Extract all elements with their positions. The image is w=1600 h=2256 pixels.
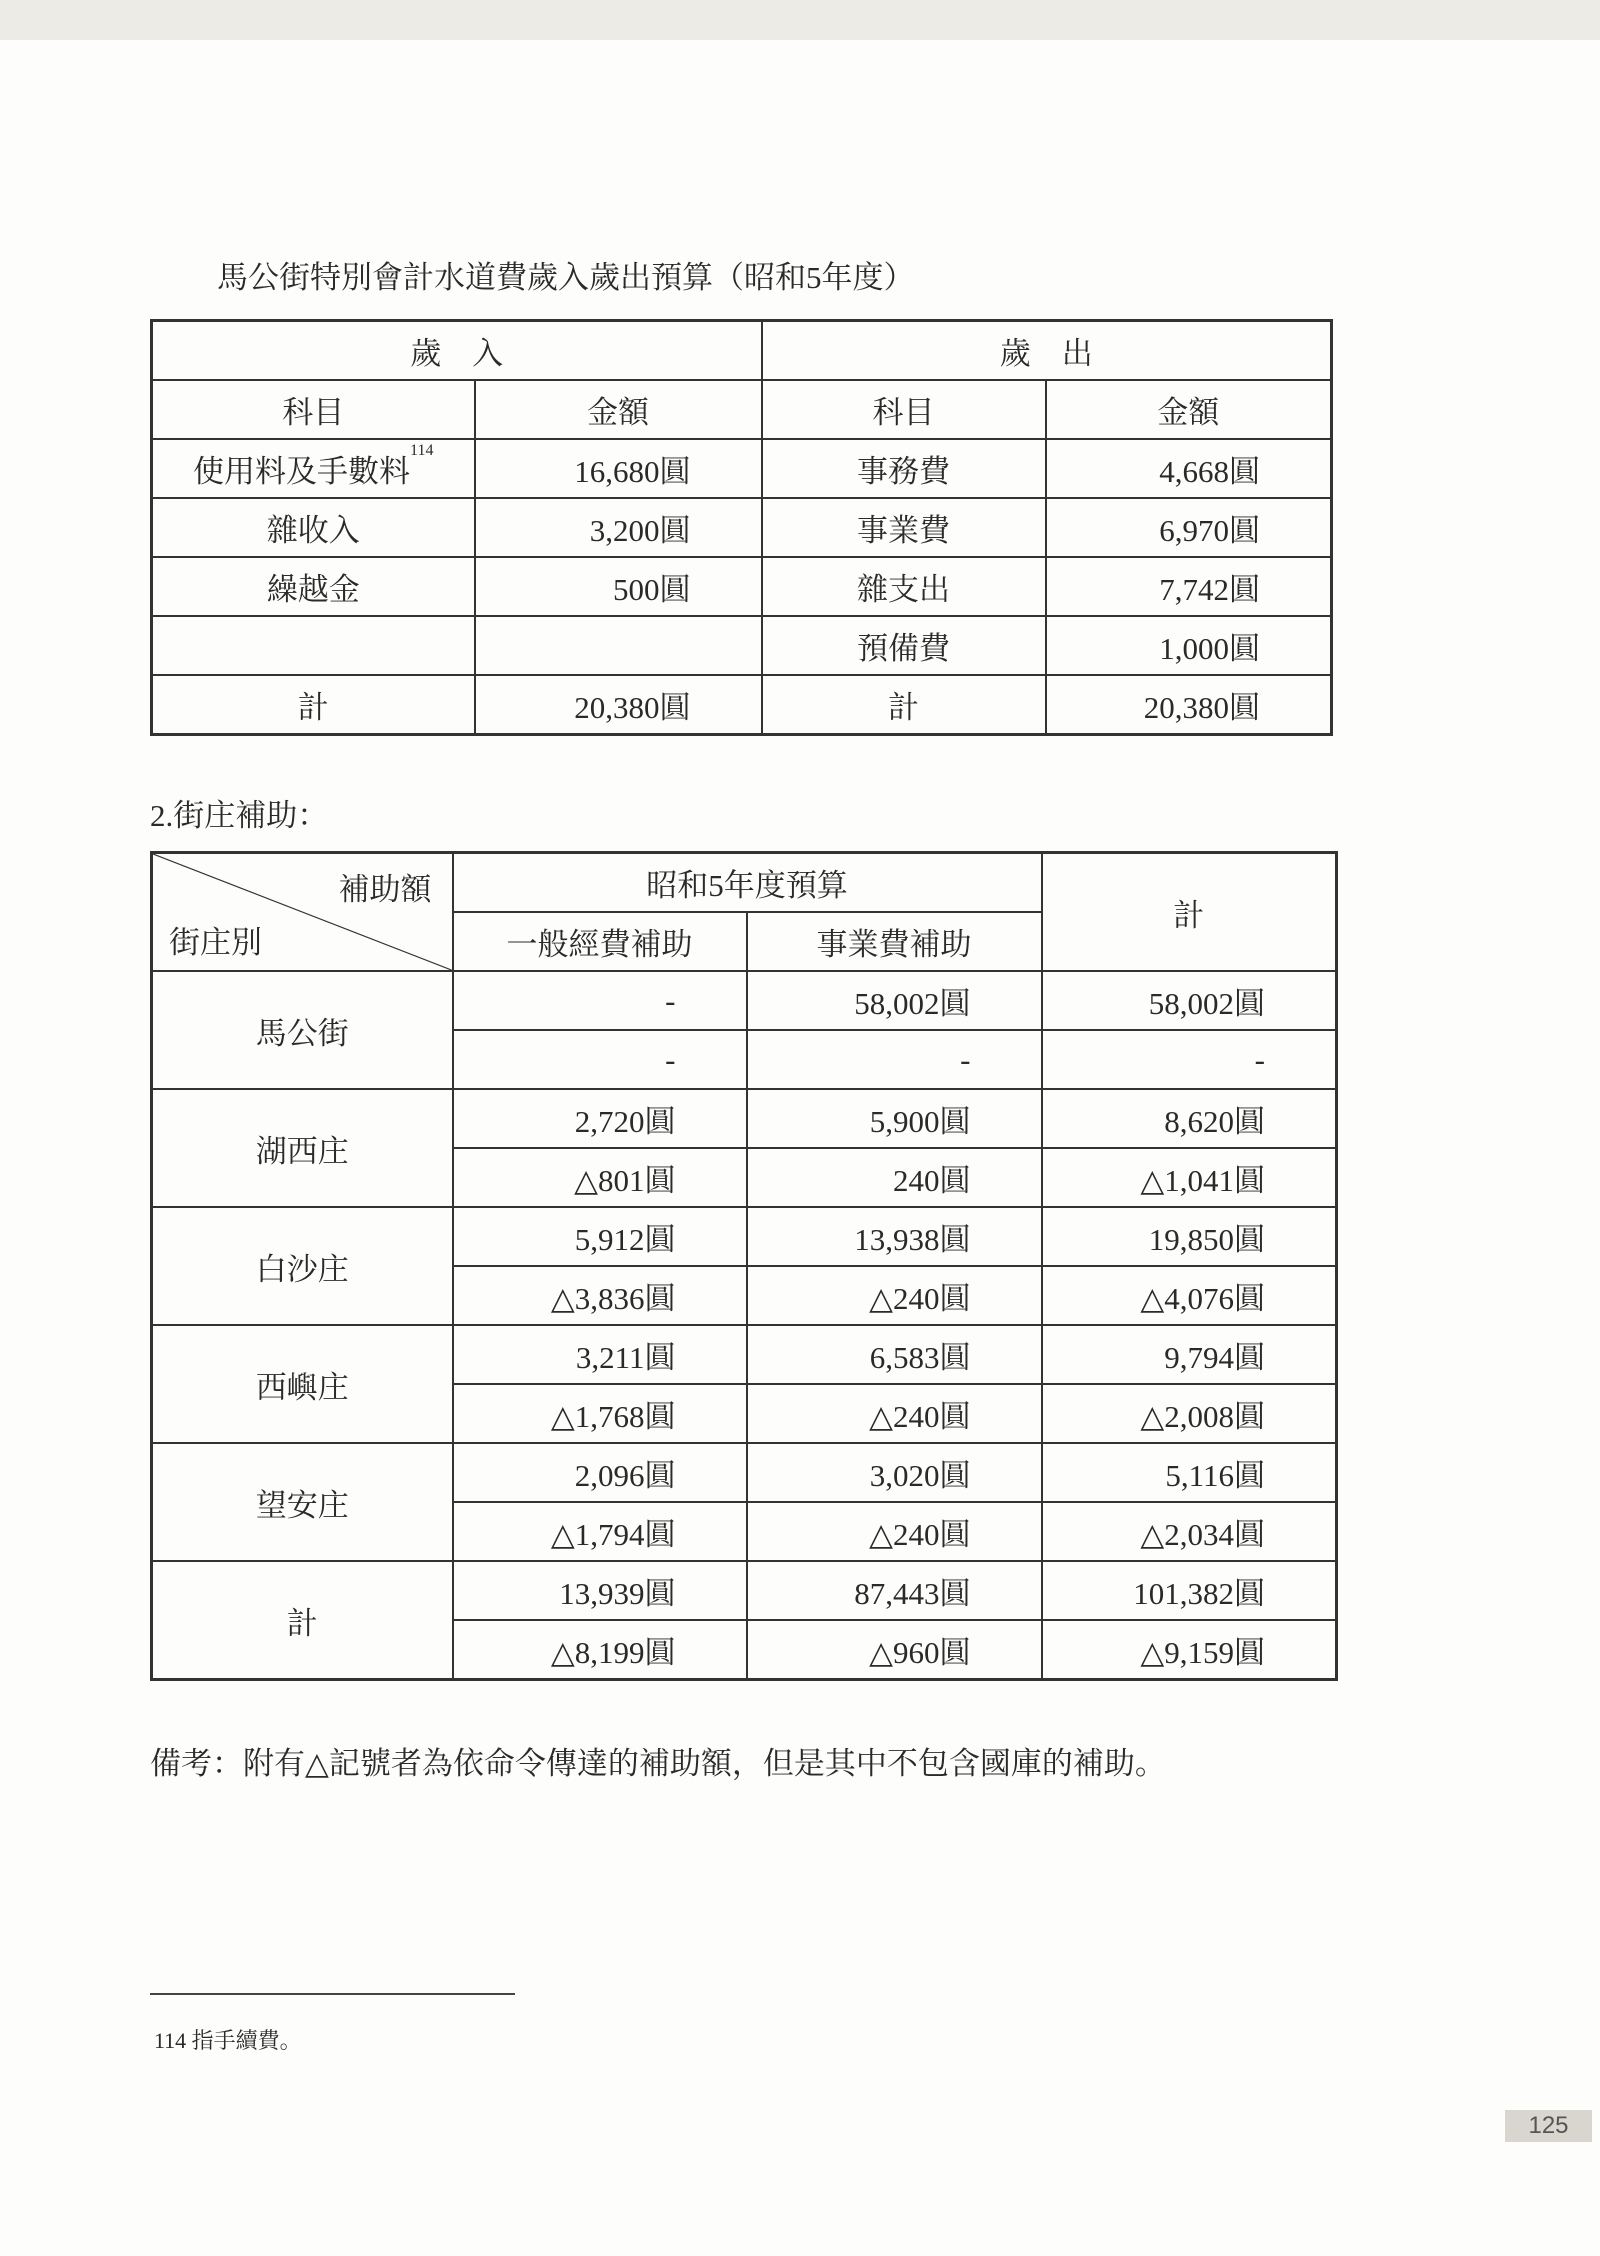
revenue-item-text: 繰越金 bbox=[266, 572, 360, 607]
row-total: 9,794圓 bbox=[1042, 1325, 1337, 1384]
col-item: 科目 bbox=[152, 380, 475, 439]
table-row bbox=[152, 1089, 1337, 1148]
project-subsidy: △240圓 bbox=[747, 1266, 1042, 1325]
footnote: 114 指手續費。 bbox=[154, 2028, 302, 2053]
town-name: 計 bbox=[152, 1561, 453, 1680]
general-subsidy: - bbox=[453, 1030, 747, 1089]
revenue-header: 歲 入 bbox=[152, 321, 762, 381]
total-revenue: 20,380圓 bbox=[475, 675, 762, 735]
col-amount: 金額 bbox=[1046, 380, 1332, 439]
project-subsidy: △240圓 bbox=[747, 1384, 1042, 1443]
general-subsidy: - bbox=[453, 971, 747, 1030]
row-total: 8,620圓 bbox=[1042, 1089, 1337, 1148]
town-name: 西嶼庄 bbox=[152, 1325, 453, 1443]
expense-item: 雜支出 bbox=[762, 557, 1046, 616]
project-subsidy: 87,443圓 bbox=[747, 1561, 1042, 1620]
table-row bbox=[152, 616, 1332, 675]
diagonal-header-cell bbox=[152, 853, 453, 972]
row-total: 101,382圓 bbox=[1042, 1561, 1337, 1620]
col-amount: 金額 bbox=[475, 380, 762, 439]
general-subsidy: 2,720圓 bbox=[453, 1089, 747, 1148]
project-subsidy: - bbox=[747, 1030, 1042, 1089]
general-subsidy: △1,794圓 bbox=[453, 1502, 747, 1561]
row-total: △9,159圓 bbox=[1042, 1620, 1337, 1680]
general-subsidy: 2,096圓 bbox=[453, 1443, 747, 1502]
project-subsidy: 240圓 bbox=[747, 1148, 1042, 1207]
general-subsidy: 5,912圓 bbox=[453, 1207, 747, 1266]
table-row bbox=[152, 971, 1337, 1030]
diag-top-label: 補助額 bbox=[338, 872, 432, 907]
table-title: 馬公街特別會計水道費歲入歲出預算（昭和5年度） bbox=[217, 260, 915, 295]
footnote-divider bbox=[150, 1993, 515, 1995]
revenue-item bbox=[152, 557, 475, 616]
expense-item: 事務費 bbox=[762, 439, 1046, 498]
expense-amount: 7,742圓 bbox=[1046, 557, 1332, 616]
town-name: 白沙庄 bbox=[152, 1207, 453, 1325]
table-row bbox=[152, 1561, 1337, 1620]
table-row bbox=[152, 1325, 1337, 1384]
footnote-ref[interactable]: 114 bbox=[410, 442, 434, 459]
expense-amount: 1,000圓 bbox=[1046, 616, 1332, 675]
subsidy-table bbox=[150, 851, 1338, 1681]
remarks-note: 備考：附有△記號者為依命令傳達的補助額，但是其中不包含國庫的補助。 bbox=[150, 1746, 1166, 1781]
row-total: △1,041圓 bbox=[1042, 1148, 1337, 1207]
row-total: △2,008圓 bbox=[1042, 1384, 1337, 1443]
revenue-item bbox=[152, 439, 475, 498]
revenue-item bbox=[152, 616, 475, 675]
diag-bottom-label: 街庄別 bbox=[169, 925, 262, 960]
total-expense: 20,380圓 bbox=[1046, 675, 1332, 735]
table-row bbox=[152, 498, 1332, 557]
row-total: 19,850圓 bbox=[1042, 1207, 1337, 1266]
row-total: △2,034圓 bbox=[1042, 1502, 1337, 1561]
town-name: 望安庄 bbox=[152, 1443, 453, 1561]
row-total: - bbox=[1042, 1030, 1337, 1089]
general-subsidy: 13,939圓 bbox=[453, 1561, 747, 1620]
project-subsidy: 58,002圓 bbox=[747, 971, 1042, 1030]
revenue-item-text: 雜收入 bbox=[266, 513, 360, 548]
col-general: 一般經費補助 bbox=[453, 912, 747, 971]
row-total: △4,076圓 bbox=[1042, 1266, 1337, 1325]
project-subsidy: 13,938圓 bbox=[747, 1207, 1042, 1266]
col-total: 計 bbox=[1042, 853, 1337, 972]
town-name: 湖西庄 bbox=[152, 1089, 453, 1207]
expense-item: 預備費 bbox=[762, 616, 1046, 675]
table-row bbox=[152, 1443, 1337, 1502]
total-label: 計 bbox=[762, 675, 1046, 735]
section-title: 2.街庄補助： bbox=[150, 798, 329, 833]
town-name: 馬公街 bbox=[152, 971, 453, 1089]
expense-amount: 6,970圓 bbox=[1046, 498, 1332, 557]
revenue-amount: 3,200圓 bbox=[475, 498, 762, 557]
general-subsidy: △8,199圓 bbox=[453, 1620, 747, 1680]
row-total: 58,002圓 bbox=[1042, 971, 1337, 1030]
table-row bbox=[152, 1207, 1337, 1266]
general-subsidy: △1,768圓 bbox=[453, 1384, 747, 1443]
revenue-amount: 500圓 bbox=[475, 557, 762, 616]
project-subsidy: 3,020圓 bbox=[747, 1443, 1042, 1502]
table-row bbox=[152, 557, 1332, 616]
general-subsidy: △801圓 bbox=[453, 1148, 747, 1207]
project-subsidy: 6,583圓 bbox=[747, 1325, 1042, 1384]
project-subsidy: △240圓 bbox=[747, 1502, 1042, 1561]
scan-top-band bbox=[0, 0, 1600, 40]
budget-table bbox=[150, 319, 1333, 736]
expense-item: 事業費 bbox=[762, 498, 1046, 557]
revenue-amount bbox=[475, 616, 762, 675]
col-project: 事業費補助 bbox=[747, 912, 1042, 971]
revenue-item-text: 使用料及手數料 bbox=[193, 454, 411, 489]
expense-amount: 4,668圓 bbox=[1046, 439, 1332, 498]
table-row bbox=[152, 439, 1332, 498]
revenue-item bbox=[152, 498, 475, 557]
row-total: 5,116圓 bbox=[1042, 1443, 1337, 1502]
general-subsidy: △3,836圓 bbox=[453, 1266, 747, 1325]
page-number: 125 bbox=[1505, 2110, 1592, 2142]
budget-header: 昭和5年度預算 bbox=[453, 853, 1042, 913]
expense-header: 歲 出 bbox=[762, 321, 1332, 381]
total-label: 計 bbox=[152, 675, 475, 735]
revenue-amount: 16,680圓 bbox=[475, 439, 762, 498]
general-subsidy: 3,211圓 bbox=[453, 1325, 747, 1384]
project-subsidy: △960圓 bbox=[747, 1620, 1042, 1680]
col-item: 科目 bbox=[762, 380, 1046, 439]
project-subsidy: 5,900圓 bbox=[747, 1089, 1042, 1148]
